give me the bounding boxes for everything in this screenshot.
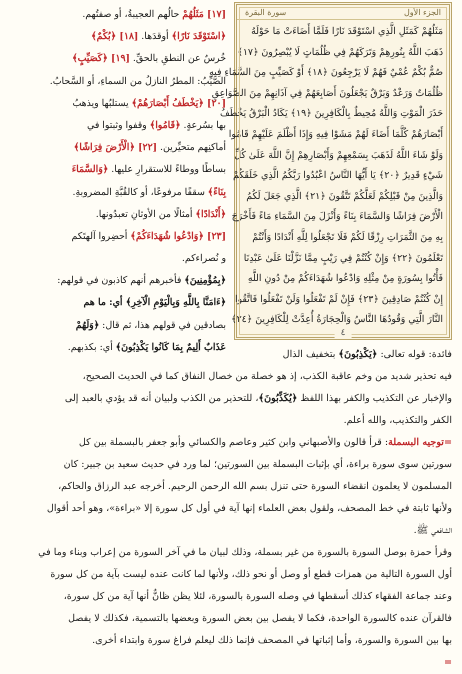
glossary-line	[8, 270, 226, 292]
quran-line: حَذَرَ الْمَوْتِ وَاللَّهُ مُحِيطٌ بِالْكَافِرِينَ ﴿١٩﴾ يَكَادُ الْبَرْقُ يَخْطَفُ	[220, 108, 443, 120]
glossary-line	[8, 4, 226, 26]
glossary-line-segment: بِنَاءً﴾	[207, 186, 226, 198]
glossary-line-segment: و نُصراءكم.	[181, 253, 226, 265]
body-line-segment: وقرأ حمزة بوصل السورة بالسورة من غير بسملة، وذلك لبيان ما في آخر السورة من إعراب وبناء وما في	[38, 547, 452, 558]
glossary-line-segment: ﴿وَالسَّمَاءَ	[71, 164, 109, 176]
glossary-line-segment: بساطًا ووطاءً للاستقرارِ عليها.	[108, 164, 226, 176]
surah-label: سورة البقرة	[245, 7, 287, 17]
glossary-line	[8, 315, 226, 337]
glossary-line	[8, 226, 226, 248]
glossary-line-segment: ﴿قَامُوا﴾	[149, 119, 181, 131]
glossary-line-segment: ﴿أَنْدَادًا﴾	[195, 208, 226, 220]
glossary-line-segment: سقفًا مرفوعًا، أو كالقُبَّةِ المضروبةِ.	[72, 186, 208, 198]
glossary-line	[8, 115, 226, 137]
body-line	[8, 341, 452, 366]
glossary-line-segment: أماكنِهم متحيِّرين.	[157, 142, 226, 154]
page-number: ٤	[335, 328, 352, 338]
quran-text-panel	[209, 2, 452, 340]
glossary-line-segment: [٢٠]	[203, 97, 226, 109]
glossary-line-segment: ﴿كَصَيِّبٍ﴾	[72, 53, 108, 65]
body-line	[8, 586, 452, 608]
glossary-line-segment: أمثالًا من الأوثانِ تعبدُونها.	[95, 208, 196, 220]
body-line-segment: الشافعي ﷺ.	[413, 525, 452, 536]
quran-line: مَثَلُهُمْ كَمَثَلِ الَّذِي اسْتَوْقَدَ نَارًا فَلَمَّا أَضَاءَتْ مَا حَوْلَهُ	[251, 26, 443, 37]
quran-line: فَأْتُوا بِسُورَةٍ مِنْ مِثْلِهِ وَادْعُوا شُهَدَاءَكُمْ مِنْ دُونِ اللَّهِ	[247, 273, 443, 285]
glossary-line-segment: ﴿الْأَرْضَ فِرَاشًا﴾	[73, 142, 135, 154]
body-line-segment: المسلمون لا يعلمون انقضاء السورة حتى تنزل بسم الله الرحمن الرحيم. أخرجه عبد الرزاق والحاكم،	[58, 481, 452, 492]
glossary-line-segment: حالُهم العجيبةُ، أو صفتُهم.	[82, 9, 183, 20]
quran-header	[237, 5, 449, 20]
body-line-segment: فائدة: قوله تعالى:	[377, 349, 452, 360]
body-line-segment: : قرأ قالون والأصبهاني وابن كثير وعاصم والكسائي وأبو جعفر بالبسملة بين كل	[78, 437, 389, 448]
body-line	[8, 542, 452, 564]
glossary-line-segment: بصادقين في قولهم هذا، ثم قال:	[99, 319, 226, 331]
glossary-line-segment: [١٩]	[107, 53, 130, 65]
body-line-segment: بتخفيف الذال	[282, 349, 339, 360]
body-line	[8, 564, 452, 586]
body-line-segment: والإخبار عن التكذيب والكفر بهذا اللفظ	[297, 393, 452, 404]
body-line	[8, 498, 452, 520]
body-line-segment: =	[443, 657, 452, 668]
glossary-line-segment: [٢٢]	[134, 142, 158, 154]
quran-line: تَعْلَمُونَ ﴿٢٢﴾ وَإِنْ كُنْتُمْ فِي رَيْبٍ مِمَّا نَزَّلْنَا عَلَىٰ عَبْدِنَا	[243, 252, 443, 264]
glossary-line-segment: ﴿بِمُؤْمِنِينَ﴾	[184, 275, 226, 287]
body-line	[8, 432, 452, 454]
quran-line: وَالَّذِينَ مِنْ قَبْلِكُمْ لَعَلَّكُمْ تَتَّقُونَ ﴿٢١﴾ الَّذِي جَعَلَ لَكُمُ	[246, 190, 443, 202]
body-line-segment: فيه تحذير شديد من وخم عاقبة الكذب، إذ هو خصلة من خصال النفاق كما في الحديث الصحيح،	[82, 371, 452, 382]
glossary-line-segment: [١٧]	[203, 9, 226, 20]
glossary-line	[8, 48, 226, 70]
body-line	[8, 652, 452, 674]
glossary-line-segment: الصَّيِّبُ: المطرُ النازلُ من السماءِ، أو السَّحابُ.	[49, 75, 226, 87]
quran-line: أَبْصَارَهُمْ كُلَّمَا أَضَاءَ لَهُمْ مَشَوْا فِيهِ وَإِذَا أَظْلَمَ عَلَيْهِمْ قَامُوا	[228, 128, 443, 140]
body-line-segment: أول السورة التالية من همزات قطع أو وصل أو نحو ذلك، ولأنها لما كانت عنده ليست بآية من كل سورة	[50, 569, 452, 580]
glossary-line-segment: [٢٣]	[203, 230, 226, 242]
glossary-line-segment: بها بسُرعةٍ.	[180, 119, 226, 131]
body-line	[8, 388, 452, 410]
glossary-line-segment: أحضِروا آلهتَكم	[71, 230, 131, 242]
glossary-line-segment: وقفوا وثبتوا في	[87, 119, 150, 131]
glossary-line	[8, 26, 226, 48]
glossary-line	[8, 159, 226, 181]
glossary-line-segment: أي: بكذبهم.	[67, 341, 116, 353]
quran-line: النَّارَ الَّتِي وَقُودُهَا النَّاسُ وَالْحِجَارَةُ أُعِدَّتْ لِلْكَافِرِينَ ﴿٢٤﴾	[231, 314, 443, 326]
glossary-line-segment: ﴿ءَامَنَّا بِاللَّهِ وَبِالْيَوْمِ الْآخِرِ﴾ أي: ما هم	[83, 297, 226, 309]
body-line-segment: الكفر والتكذيب، والله أعلم.	[343, 415, 452, 426]
glossary-line	[8, 204, 226, 226]
glossary-line-segment: أوقدَها.	[138, 31, 172, 43]
glossary-line-segment: ﴿اسْتَوْقَدَ نَارًا﴾	[171, 31, 226, 43]
quran-line: شَيْءٍ قَدِيرٌ ﴿٢٠﴾ يَا أَيُّهَا النَّاسُ اعْبُدُوا رَبَّكُمُ الَّذِي خَلَقَكُمْ	[232, 170, 443, 182]
body-line	[8, 630, 452, 652]
glossary-line-segment: ﴿وَلَهُمْ	[75, 319, 100, 331]
glossary-line-segment: يستلبُها ويذهبُ	[72, 97, 132, 109]
quran-line: ذَهَبَ اللَّهُ بِنُورِهِمْ وَتَرَكَهُمْ فِي ظُلُمَاتٍ لَا يُبْصِرُونَ ﴿١٧﴾	[237, 46, 443, 58]
glossary-line-segment: فأخبرهم أنهم كاذبون في قولهم:	[57, 275, 185, 287]
body-line-segment: ﴿يَكْذِبُونَ﴾	[338, 349, 378, 360]
glossary-line-segment: [١٨]	[116, 31, 139, 43]
glossary-line-segment: خُرسٌ عن النطقِ بالحقِّ.	[129, 53, 226, 65]
glossary-line	[8, 292, 226, 314]
quran-line: صُمٌّ بُكْمٌ عُمْيٌ فَهُمْ لَا يَرْجِعُونَ ﴿١٨﴾ أَوْ كَصَيِّبٍ مِنَ السَّمَاءِ فِيهِ	[209, 67, 443, 79]
body-line	[8, 608, 452, 630]
glossary-line	[8, 71, 226, 93]
quran-lines	[209, 20, 449, 331]
quran-line: إِنْ كُنْتُمْ صَادِقِينَ ﴿٢٣﴾ فَإِنْ لَمْ تَفْعَلُوا وَلَنْ تَفْعَلُوا فَاتَّقُوا	[234, 293, 443, 305]
glossary-line-segment: عَذَابٌ أَلِيمٌ بِمَا كَانُوا يَكْذِبُونَ﴾	[115, 341, 226, 353]
commentary-body	[8, 341, 452, 674]
glossary-line	[8, 137, 226, 159]
body-line-segment: توجيه البسملة	[388, 437, 444, 448]
body-line-segment: ﴿يُكَذِّبُونَ﴾	[258, 393, 298, 404]
glossary-line-segment: ﴿وَادْعُوا شُهَدَاءَكُمْ﴾	[130, 230, 204, 242]
body-line-segment: =	[443, 437, 452, 448]
quran-line: بِهِ مِنَ الثَّمَرَاتِ رِزْقًا لَكُمْ فَلَا تَجْعَلُوا لِلَّهِ أَنْدَادًا وَأَنْتُمْ	[252, 231, 443, 243]
body-line	[8, 520, 452, 542]
juz-label: الجزء الأول	[403, 7, 441, 17]
glossary-line	[8, 248, 226, 270]
glossary-line	[8, 93, 226, 115]
quran-line: وَلَوْ شَاءَ اللَّهُ لَذَهَبَ بِسَمْعِهِمْ وَأَبْصَارِهِمْ إِنَّ اللَّهَ عَلَىٰ كُلِّ	[234, 149, 443, 161]
body-line	[8, 366, 452, 388]
body-line	[8, 410, 452, 432]
body-line-segment: سورتين سوى سورة براءة، أي بإثبات البسملة بين السورتين؛ لما ورد في حديث سعيد بن جبير: كان	[63, 459, 452, 470]
body-line-segment: ، للتحذير من الكذب ولبيان أنه قد يؤدي بالعبد إلى	[64, 393, 259, 404]
body-line-segment: وعند جماعة الفقهاء كذلك أسقطها في وصله السورة بالسورة، لئلا يظن ظانٌّ أنها آية من كل سورة،	[63, 591, 452, 602]
glossary-line-segment: ﴿بُكْمٌ﴾	[91, 31, 117, 43]
glossary-line	[8, 182, 226, 204]
body-line-segment: ولأنها ثابتة في خط المصحف، ولقول بعض العلماء إنها آية في أول كل سورة إلا «براءة»، وهو أحد أقوال	[46, 503, 452, 514]
quran-line: الْأَرْضَ فِرَاشًا وَالسَّمَاءَ بِنَاءً وَأَنْزَلَ مِنَ السَّمَاءِ مَاءً فَأَخْرَجَ	[231, 211, 443, 223]
body-line	[8, 454, 452, 476]
body-line-segment: بها بين السورة والسورة، وأما إثباتها في المصحف فإنما ذلك ليعلم فراغ سورة وابتداء أخرى.	[92, 635, 452, 646]
glossary-line-segment: ﴿يَخْطَفُ أَبْصَارَهُمْ﴾	[131, 97, 204, 109]
glossary-line-segment: مَثَلُهُمْ	[182, 9, 204, 20]
quran-line: ظُلُمَاتٌ وَرَعْدٌ وَبَرْقٌ يَجْعَلُونَ أَصَابِعَهُمْ فِي آذَانِهِمْ مِنَ الصَّوَاعِقِ	[211, 87, 443, 99]
body-line	[8, 476, 452, 498]
body-line-segment: فالقرآن عنده كالسورة الواحدة، فكما لا يفصل بين بعض السورة وبعضها بالتسمية، فكذلك لا يفصل	[68, 613, 452, 624]
glossary-column	[8, 4, 226, 353]
